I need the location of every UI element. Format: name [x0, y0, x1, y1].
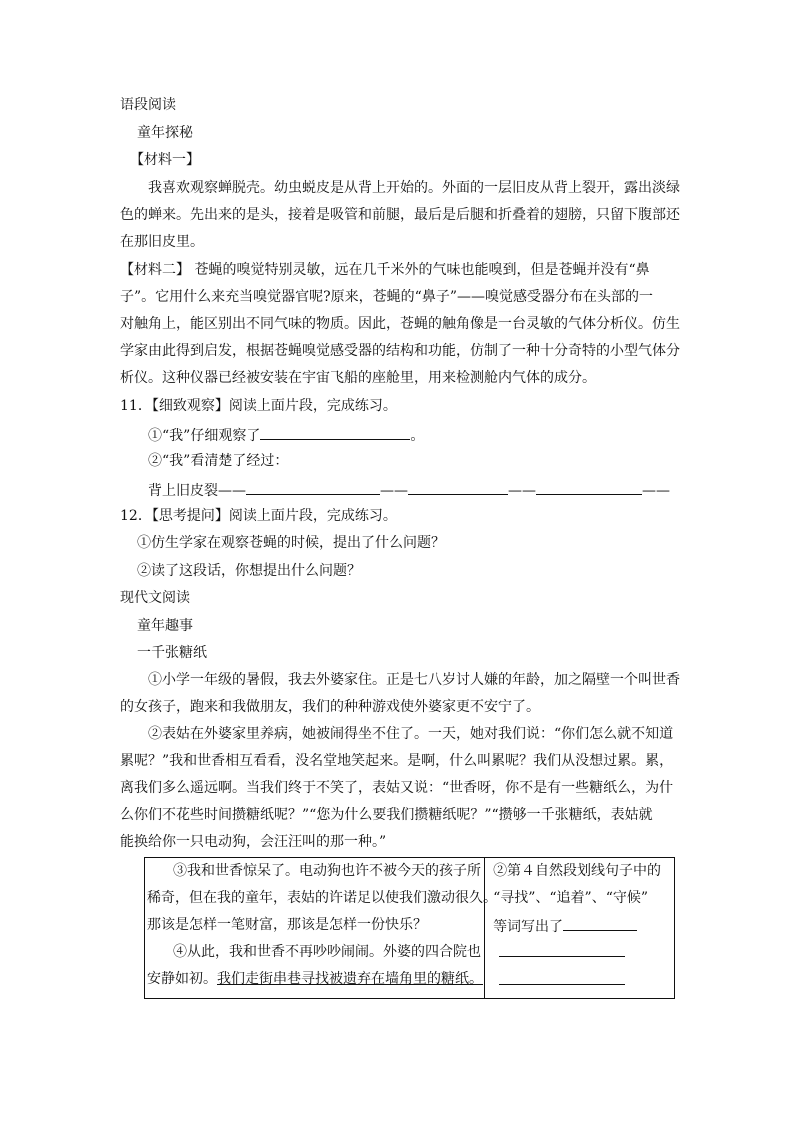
q11-item1 — [148, 425, 424, 445]
paragraph-line: ①小学一年级的暑假，我去外婆家住。正是七八岁讨人嫌的年龄，加之隔壁一个叫世香 — [148, 672, 680, 688]
material2-line: 析仪。这种仪器已经被安装在宇宙飞船的座舱里，用来检测舱内气体的成分。 — [120, 370, 596, 386]
material2-line: 子”。它用什么来充当嗅觉器官呢?原来，苍蝇的“鼻子”——嗅觉感受器分布在头部的一 — [120, 289, 653, 305]
sequence-dash: —— — [380, 483, 408, 499]
q11-stem: 11．【细致观察】阅读上面片段，完成练习。 — [120, 398, 397, 414]
q12-item2: ②读了这段话，你想提出什么问题？ — [137, 563, 361, 579]
answer-blank-1[interactable] — [563, 916, 637, 931]
passage-cell — [145, 858, 497, 999]
paragraph-line: 离我们多么遥远啊。当我们终于不笑了，表姑又说：“世香呀，你不是有一些糖纸么，为什 — [120, 780, 674, 796]
sequence-blank-1[interactable] — [246, 480, 380, 495]
q11-item1-prefix: ①“我”仔细观察了 — [148, 428, 261, 444]
question-line: 等词写出了 — [493, 919, 564, 935]
q12-item1: ①仿生学家在观察苍蝇的时候，提出了什么问题？ — [137, 535, 445, 551]
passage-line: 那该是怎样一笔财富，那该是怎样一份快乐？ — [147, 917, 427, 933]
answer-blank-2[interactable] — [499, 956, 625, 957]
material1-line: 色的蝉来。先出来的是头，接着是吸管和前腿，最后是后腿和折叠着的翅膀，只留下腹部还 — [120, 207, 680, 223]
question-line: ②第４自然段划线句子中的 — [493, 863, 662, 879]
material1-label: 【材料一】 — [130, 152, 200, 168]
q12-stem: 12．【思考提问】阅读上面片段，完成练习。 — [120, 508, 397, 524]
answer-blank-3[interactable] — [499, 984, 625, 985]
question-cell — [485, 858, 675, 999]
section-title: 童年趣事 — [137, 618, 193, 634]
sequence-dash: —— — [218, 483, 246, 499]
section-title: 童年探秘 — [137, 125, 193, 141]
passage-question-table — [144, 857, 675, 999]
passage-line: 稀奇，但在我的童年，表姑的许诺足以使我们激动很久。 — [147, 890, 497, 906]
sequence-blank-3[interactable] — [536, 480, 642, 495]
question-line-with-blank — [493, 916, 637, 936]
q11-item2: ②“我”看清楚了经过： — [148, 453, 289, 469]
paragraph-line: 么你们不花些时间攒糖纸呢？”“您为什么要我们攒糖纸呢？”“攒够一千张糖纸，表姑就 — [120, 807, 653, 823]
sequence-dash: —— — [642, 483, 670, 499]
section-heading: 现代文阅读 — [120, 590, 190, 606]
material2-line: 对触角上，能区别出不同气味的物质。因此，苍蝇的触角像是一台灵敏的气体分析仪。仿生 — [120, 316, 680, 332]
q11-answer-blank[interactable] — [260, 425, 410, 440]
article-subtitle: 一千张糖纸 — [137, 645, 207, 661]
material1-line: 在那旧皮里。 — [120, 234, 204, 250]
passage-line: ③我和世香惊呆了。电动狗也许不被今天的孩子所 — [173, 863, 481, 879]
material1-line: 我喜欢观察蝉脱壳。幼虫蜕皮是从背上开始的。外面的一层旧皮从背上裂开，露出淡绿 — [148, 180, 680, 196]
paragraph-line: 累呢？”我和世香相互看看，没名堂地笑起来。是啊，什么叫累呢？我们从没想过累。累， — [120, 753, 674, 769]
passage-line: 安静如初。 — [147, 971, 217, 987]
sequence-start: 背上旧皮裂 — [148, 483, 218, 499]
material2-line: 【材料二】 苍蝇的嗅觉特别灵敏，远在几千米外的气味也能嗅到，但是苍蝇并没有“鼻 — [120, 262, 650, 278]
underlined-sentence: 我们走街串巷寻找被遗弃在墙角里的糖纸。 — [217, 971, 483, 987]
q11-sequence — [148, 480, 670, 500]
sequence-dash: —— — [508, 483, 536, 499]
paragraph-line: ②表姑在外婆家里养病，她被闹得坐不住了。一天，她对我们说：“你们怎么就不知道 — [148, 726, 674, 742]
paragraph-line: 能换给你一只电动狗，会汪汪叫的那一种。” — [120, 834, 387, 850]
q11-item1-suffix: 。 — [410, 428, 425, 444]
material2-line: 学家由此得到启发，根据苍蝇嗅觉感受器的结构和功能，仿制了一种十分奇特的小型气体分 — [120, 343, 680, 359]
section-heading: 语段阅读 — [120, 97, 176, 113]
sequence-blank-2[interactable] — [408, 480, 508, 495]
passage-line-last — [147, 970, 483, 988]
question-line: “寻找”、“追着”、“守候” — [493, 890, 649, 906]
passage-line: ④从此，我和世香不再吵吵闹闹。外婆的四合院也 — [173, 944, 481, 960]
paragraph-line: 的女孩子，跑来和我做朋友，我们的种种游戏使外婆家更不安宁了。 — [120, 699, 540, 715]
